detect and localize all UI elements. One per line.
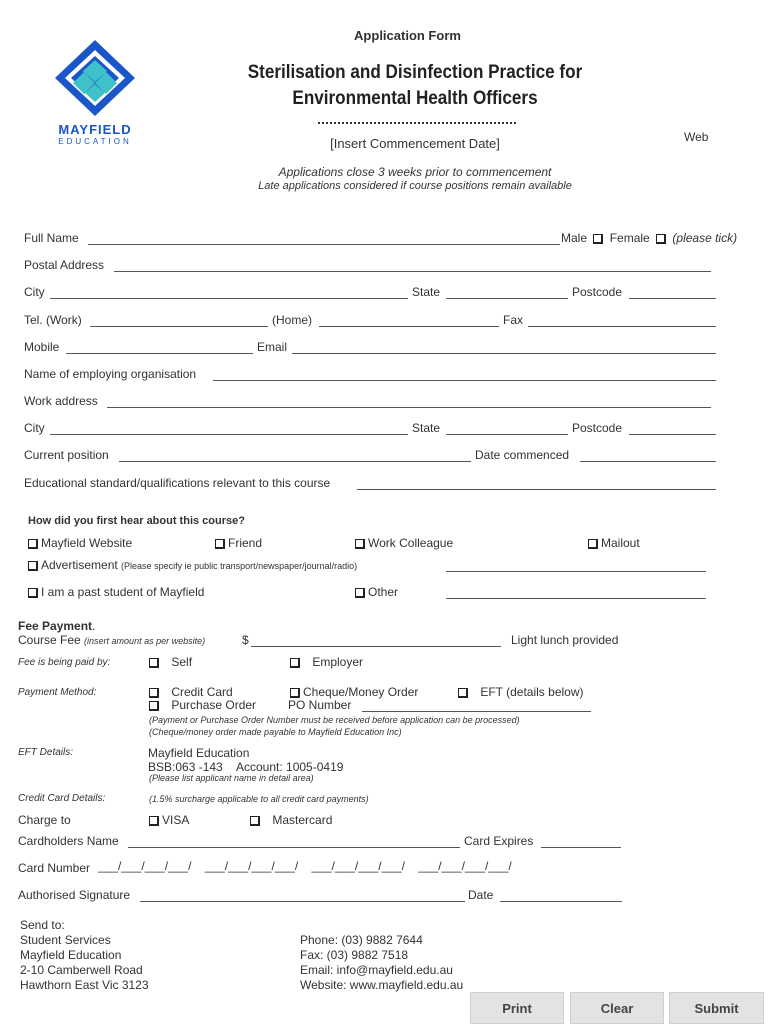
- state-field[interactable]: [446, 298, 568, 299]
- cardholder-label: Cardholders Name: [18, 834, 119, 848]
- current-position-label: Current position: [24, 448, 109, 462]
- course-title-line1: Sterilisation and Disinfection Practice for: [247, 62, 583, 83]
- cheque-checkbox[interactable]: [290, 688, 299, 697]
- current-position-field[interactable]: [119, 461, 471, 462]
- female-label: Female: [609, 231, 650, 245]
- cheque-option[interactable]: [290, 685, 418, 699]
- date-commenced-field[interactable]: [580, 461, 716, 462]
- postal-address-label: Postal Address: [24, 258, 105, 272]
- hear-advert-option[interactable]: [28, 558, 357, 572]
- contact-details: [300, 933, 463, 993]
- contact-phone: Phone: (03) 9882 7644: [300, 933, 423, 947]
- work-postcode-label: Postcode: [572, 421, 623, 435]
- hear-colleague-option[interactable]: [355, 536, 453, 550]
- print-button[interactable]: Print: [470, 992, 564, 1024]
- city-field[interactable]: [50, 298, 408, 299]
- mayfield-logo: [50, 38, 140, 148]
- cardholder-field[interactable]: [128, 847, 460, 848]
- work-state-field[interactable]: [446, 434, 568, 435]
- credit-card-option[interactable]: [149, 685, 233, 699]
- eft-option[interactable]: [458, 685, 584, 699]
- hear-other-label: Other: [368, 585, 399, 599]
- date-label: Date: [468, 888, 494, 902]
- eft-checkbox[interactable]: [458, 688, 467, 697]
- hear-website-label: Mayfield Website: [41, 536, 133, 550]
- date-commenced-label: Date commenced: [475, 448, 570, 462]
- dollar-sign: $: [242, 633, 249, 647]
- hear-advert-checkbox[interactable]: [28, 561, 37, 570]
- hear-other-option[interactable]: [355, 585, 398, 599]
- form-title: Application Form: [354, 28, 461, 43]
- hear-website-option[interactable]: [28, 536, 132, 550]
- card-expires-field[interactable]: [541, 847, 621, 848]
- hear-advert-note: (Please specify ie public transport/newspaper/journal/radio): [121, 561, 358, 571]
- course-fee-field[interactable]: [251, 646, 501, 647]
- visa-option[interactable]: [149, 813, 189, 827]
- closing-note: Applications close 3 weeks prior to commencement: [278, 165, 552, 179]
- paid-employer-label: Employer: [312, 655, 364, 669]
- surcharge-note: (1.5% surcharge applicable to all credit card payments): [149, 794, 369, 804]
- paid-self-checkbox[interactable]: [149, 658, 158, 667]
- tel-home-label: (Home): [272, 313, 313, 327]
- paid-employer-option[interactable]: [290, 655, 363, 669]
- hear-past-student-checkbox[interactable]: [28, 588, 37, 597]
- hear-question: How did you first hear about this course?: [28, 515, 245, 527]
- eft-name: Mayfield Education: [148, 746, 250, 760]
- email-field[interactable]: [292, 353, 716, 354]
- po-note-1: (Payment or Purchase Order Number must be received before application can be processed): [149, 715, 520, 725]
- clear-button[interactable]: Clear: [570, 992, 664, 1024]
- mobile-field[interactable]: [66, 353, 253, 354]
- po-note-2: (Cheque/money order made payable to Mayfield Education Inc): [149, 727, 402, 737]
- late-note: Late applications considered if course positions remain available: [258, 180, 572, 192]
- commencement-date: [Insert Commencement Date]: [330, 136, 500, 151]
- postal-address-field[interactable]: [114, 271, 711, 272]
- education-field[interactable]: [357, 489, 716, 490]
- eft-bsb: BSB:063 -143: [148, 760, 223, 774]
- hear-website-checkbox[interactable]: [28, 539, 37, 548]
- course-fee-label: [18, 633, 205, 647]
- course-title-line2: Environmental Health Officers: [292, 88, 538, 109]
- fax-field[interactable]: [528, 326, 716, 327]
- signature-label: Authorised Signature: [18, 888, 131, 902]
- commencement-dots: [318, 122, 516, 124]
- contact-email[interactable]: Email: info@mayfield.edu.au: [300, 963, 453, 977]
- contact-org: Mayfield Education: [20, 948, 122, 962]
- work-state-label: State: [412, 421, 441, 435]
- hear-friend-checkbox[interactable]: [215, 539, 224, 548]
- hear-mailout-checkbox[interactable]: [588, 539, 597, 548]
- purchase-order-label: Purchase Order: [171, 698, 257, 712]
- paid-by-label: Fee is being paid by:: [18, 657, 111, 668]
- paid-employer-checkbox[interactable]: [290, 658, 299, 667]
- signature-field[interactable]: [140, 901, 465, 902]
- card-number-label: Card Number: [18, 861, 91, 875]
- fee-heading-text: Fee Payment: [18, 619, 93, 633]
- work-postcode-field[interactable]: [629, 434, 716, 435]
- full-name-field[interactable]: [88, 244, 560, 245]
- contact-address: [20, 918, 149, 993]
- lunch-note: Light lunch provided: [511, 633, 619, 647]
- paid-self-label: Self: [171, 655, 193, 669]
- hear-friend-label: Friend: [228, 536, 263, 550]
- hear-other-field[interactable]: [446, 598, 706, 599]
- employer-label: Name of employing organisation: [24, 367, 197, 381]
- contact-dept: Student Services: [20, 933, 111, 947]
- fee-heading: Fee Payment.: [18, 619, 96, 633]
- mastercard-label: Mastercard: [272, 813, 333, 827]
- purchase-order-option[interactable]: [149, 698, 256, 712]
- please-tick: (please tick): [672, 231, 738, 245]
- mobile-label: Mobile: [24, 340, 60, 354]
- submit-button[interactable]: Submit: [669, 992, 764, 1024]
- logo-diamond-icon: [50, 38, 140, 118]
- female-checkbox[interactable]: [656, 234, 665, 243]
- visa-label: VISA: [162, 813, 190, 827]
- credit-card-checkbox[interactable]: [149, 688, 158, 697]
- visa-checkbox[interactable]: [149, 816, 158, 825]
- card-expires-label: Card Expires: [464, 834, 534, 848]
- credit-card-label: Credit Card: [171, 685, 233, 699]
- web-label: Web: [684, 130, 709, 144]
- contact-suburb: Hawthorn East Vic 3123: [20, 978, 149, 992]
- send-to: Send to:: [20, 918, 65, 932]
- date-field[interactable]: [500, 901, 622, 902]
- charge-to-label: Charge to: [18, 813, 71, 827]
- purchase-order-checkbox[interactable]: [149, 701, 158, 710]
- tel-work-field[interactable]: [90, 326, 268, 327]
- paid-self-option[interactable]: [149, 655, 192, 669]
- postcode-field[interactable]: [629, 298, 716, 299]
- hear-mailout-option[interactable]: [588, 536, 640, 550]
- hear-advert-label: Advertisement: [41, 558, 118, 572]
- mastercard-option[interactable]: [250, 813, 332, 827]
- hear-advert-field[interactable]: [446, 571, 706, 572]
- city-label: City: [24, 285, 45, 299]
- eft-label: EFT (details below): [480, 685, 584, 699]
- eft-account: Account: 1005-0419: [236, 760, 344, 774]
- employer-field[interactable]: [213, 380, 716, 381]
- education-label: Educational standard/qualifications relevant to this course: [24, 476, 331, 490]
- hear-colleague-label: Work Colleague: [368, 536, 454, 550]
- gender-group: [561, 231, 737, 245]
- mastercard-checkbox[interactable]: [250, 816, 259, 825]
- contact-fax: Fax: (03) 9882 7518: [300, 948, 409, 962]
- po-number-label: PO Number: [288, 698, 352, 712]
- hear-other-checkbox[interactable]: [355, 588, 364, 597]
- payment-method-label: Payment Method:: [18, 687, 97, 698]
- email-label: Email: [257, 340, 288, 354]
- work-address-label: Work address: [24, 394, 98, 408]
- course-fee-note: (insert amount as per website): [84, 636, 206, 646]
- postcode-label: Postcode: [572, 285, 623, 299]
- tel-work-label: Tel. (Work): [24, 313, 82, 327]
- logo-sub: EDUCATION: [58, 137, 132, 146]
- po-number-field[interactable]: [362, 711, 591, 712]
- hear-colleague-checkbox[interactable]: [355, 539, 364, 548]
- tel-home-field[interactable]: [319, 326, 499, 327]
- eft-note: (Please list applicant name in detail area): [149, 773, 314, 783]
- contact-street: 2-10 Camberwell Road: [20, 963, 143, 977]
- work-city-label: City: [24, 421, 45, 435]
- male-checkbox[interactable]: [593, 234, 602, 243]
- full-name-label: Full Name: [24, 231, 79, 245]
- course-fee-text: Course Fee: [18, 633, 81, 647]
- course-title: [222, 60, 609, 112]
- eft-details-label: EFT Details:: [18, 747, 74, 758]
- male-label: Male: [561, 231, 588, 245]
- hear-past-student-label: I am a past student of Mayfield: [41, 585, 205, 599]
- cc-details-label: Credit Card Details:: [18, 793, 106, 804]
- hear-past-student-option[interactable]: [28, 585, 204, 599]
- hear-mailout-label: Mailout: [601, 536, 640, 550]
- work-city-field[interactable]: [50, 434, 408, 435]
- contact-website[interactable]: Website: www.mayfield.edu.au: [300, 978, 464, 992]
- work-address-field[interactable]: [107, 407, 711, 408]
- fax-label: Fax: [503, 313, 524, 327]
- logo-name: MAYFIELD: [58, 122, 132, 137]
- state-label: State: [412, 285, 441, 299]
- card-number-field[interactable]: ___/___/___/___/ ___/___/___/___/ ___/___/___/___/ ___/___/___/___/: [98, 859, 512, 873]
- hear-friend-option[interactable]: [215, 536, 262, 550]
- cheque-label: Cheque/Money Order: [303, 685, 419, 699]
